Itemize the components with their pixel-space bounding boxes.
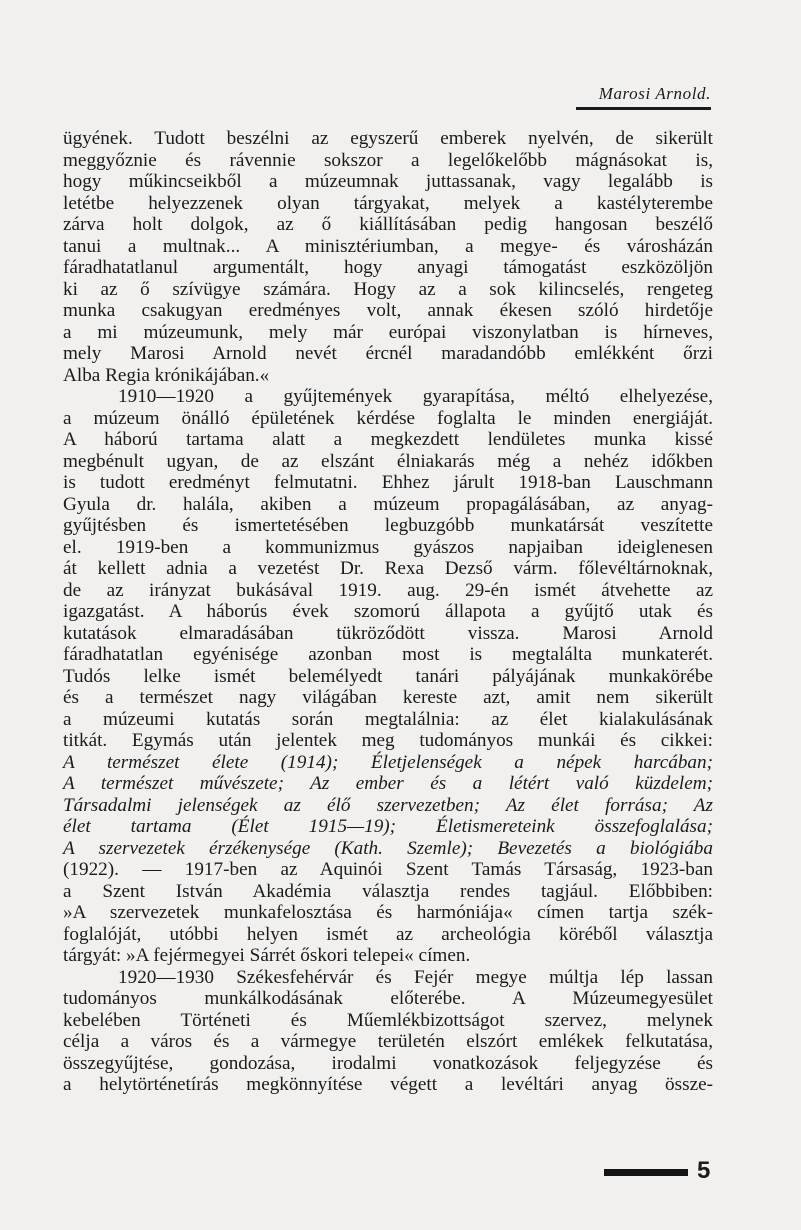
text-line: munka csakugyan eredményes volt, annak ékesen szóló hirdetője (63, 300, 713, 321)
text-line: mely Marosi Arnold nevét ércnél maradandóbb emlékként őrzi (63, 343, 713, 364)
text-line: és a természet nagy világában kereste azt, amit nem sikerült (63, 687, 713, 708)
text-line: ki az ő szívügye számára. Hogy az a sok kilincselés, rengeteg (63, 278, 713, 300)
text-line: Alba Regia krónikájában.« (63, 364, 270, 386)
text-line: foglalóját, utóbbi helyen ismét az archeológia köréből választja (63, 923, 713, 945)
text-line: fáradhatatlan egyénisége azonban most is megtalálta munkaterét. (63, 644, 713, 665)
text-line: hogy műkincseikből a múzeumnak juttassanak, vagy legalább is (63, 171, 713, 192)
page-footer (604, 1158, 724, 1188)
text-line: Társadalmi jelenségek az élő szervezetben; Az élet forrása; Az (63, 794, 713, 816)
text-line: 1920—1930 Székesfehérvár és Fejér megye múltja lép lassan (118, 966, 713, 988)
text-line: A természet művészete; Az ember és a létért való küzdelem; (63, 773, 713, 794)
text-line: Gyula dr. halála, akiben a múzeum propagálásában, az anyag- (63, 493, 713, 515)
text-line: titkát. Egymás után jelentek meg tudományos munkái és cikkei: (63, 730, 713, 751)
text-line: A természet élete (1914); Életjelenségek a népek harcában; (63, 751, 713, 773)
text-line: célja a város és a vármegye területén elszórt emlékek felkutatása, (63, 1031, 713, 1052)
text-line: tudományos munkálkodásának előterébe. A Múzeumegyesület (63, 988, 713, 1009)
text-line: ügyének. Tudott beszélni az egyszerű emberek nyelvén, de sikerült (63, 128, 713, 149)
text-line: a Szent István Akadémia választja rendes tagjául. Előbbiben: (63, 880, 713, 902)
text-line: kebelében Történeti és Műemlékbizottságot szervez, melynek (63, 1009, 713, 1031)
text-line: is tudott eredményt felmutatni. Ehhez járult 1918-ban Lauschmann (63, 472, 713, 493)
running-header (576, 84, 711, 110)
text-line: a múzeum önálló épületének kérdése foglalta le minden energiáját. (63, 407, 713, 429)
text-line: tárgyát: »A fejérmegyei Sárrét őskori telepei« címen. (63, 945, 471, 966)
text-line: de az irányzat bukásával 1919. aug. 29-én ismét átvehette az (63, 579, 713, 601)
text-line: összegyűjtése, gondozása, irodalmi vonatkozások feljegyzése és (63, 1052, 713, 1074)
text-line: a múzeumi kutatás során megtalálnia: az élet kialakulásának (63, 708, 713, 730)
text-line: meggyőznie és rávennie sokszor a legelőkelőbb mágnásokat is, (63, 149, 713, 171)
running-head-title: Marosi Arnold. (598, 84, 711, 103)
text-line: A háború tartama alatt a megkezdett lendületes munka kissé (63, 429, 713, 450)
text-line: »A szervezetek munkafelosztása és harmóniája« címen tartja szék- (63, 902, 713, 923)
text-line: zárva holt dolgok, az ő kiállításában pedig hangosan beszélő (63, 214, 713, 235)
text-line: a helytörténetírás megkönnyítése végett a levéltári anyag össze- (63, 1074, 713, 1095)
footer-rule (604, 1169, 688, 1176)
text-line: Tudós lelke ismét belemélyedt tanári pályájának munkakörébe (63, 665, 713, 687)
text-line: igazgatást. A háborús évek szomorú állapota a gyűjtő utak és (63, 601, 713, 622)
text-line: el. 1919-ben a kommunizmus gyászos napjaiban ideiglenesen (63, 536, 713, 558)
body-text (63, 128, 713, 1096)
text-line: fáradhatatlanul argumentált, hogy anyagi támogatást eszközöljön (63, 257, 713, 278)
text-line: tanui a multnak... A minisztériumban, a megye- és városházán (63, 235, 713, 257)
text-line: át kellett adnia a vezetést Dr. Rexa Dezső várm. főlevéltárnoknak, (63, 558, 713, 579)
text-line: 1910—1920 a gyűjtemények gyarapítása, méltó elhelyezése, (118, 386, 713, 407)
text-line: (1922). — 1917-ben az Aquinói Szent Tamás Társaság, 1923-ban (63, 859, 713, 880)
text-line: letétbe helyezzenek olyan tárgyakat, melyek a kastélyterembe (63, 192, 713, 214)
text-line: gyűjtésben és ismertetésében legbuzgóbb munkatársát veszítette (63, 515, 713, 536)
text-line: megbénult ugyan, de az elszánt élniakarás még a nehéz időkben (63, 450, 713, 472)
header-rule (576, 107, 711, 110)
text-line: kutatások elmaradásában tükröződött vissza. Marosi Arnold (63, 622, 713, 644)
text-line: A szervezetek érzékenysége (Kath. Szemle); Bevezetés a biológiába (63, 837, 713, 859)
text-line: élet tartama (Élet 1915—19); Életismereteink összefoglalása; (63, 816, 713, 837)
page-number: 5 (697, 1157, 711, 1184)
text-line: a mi múzeumunk, mely már európai viszonylatban is hírneves, (63, 321, 713, 343)
